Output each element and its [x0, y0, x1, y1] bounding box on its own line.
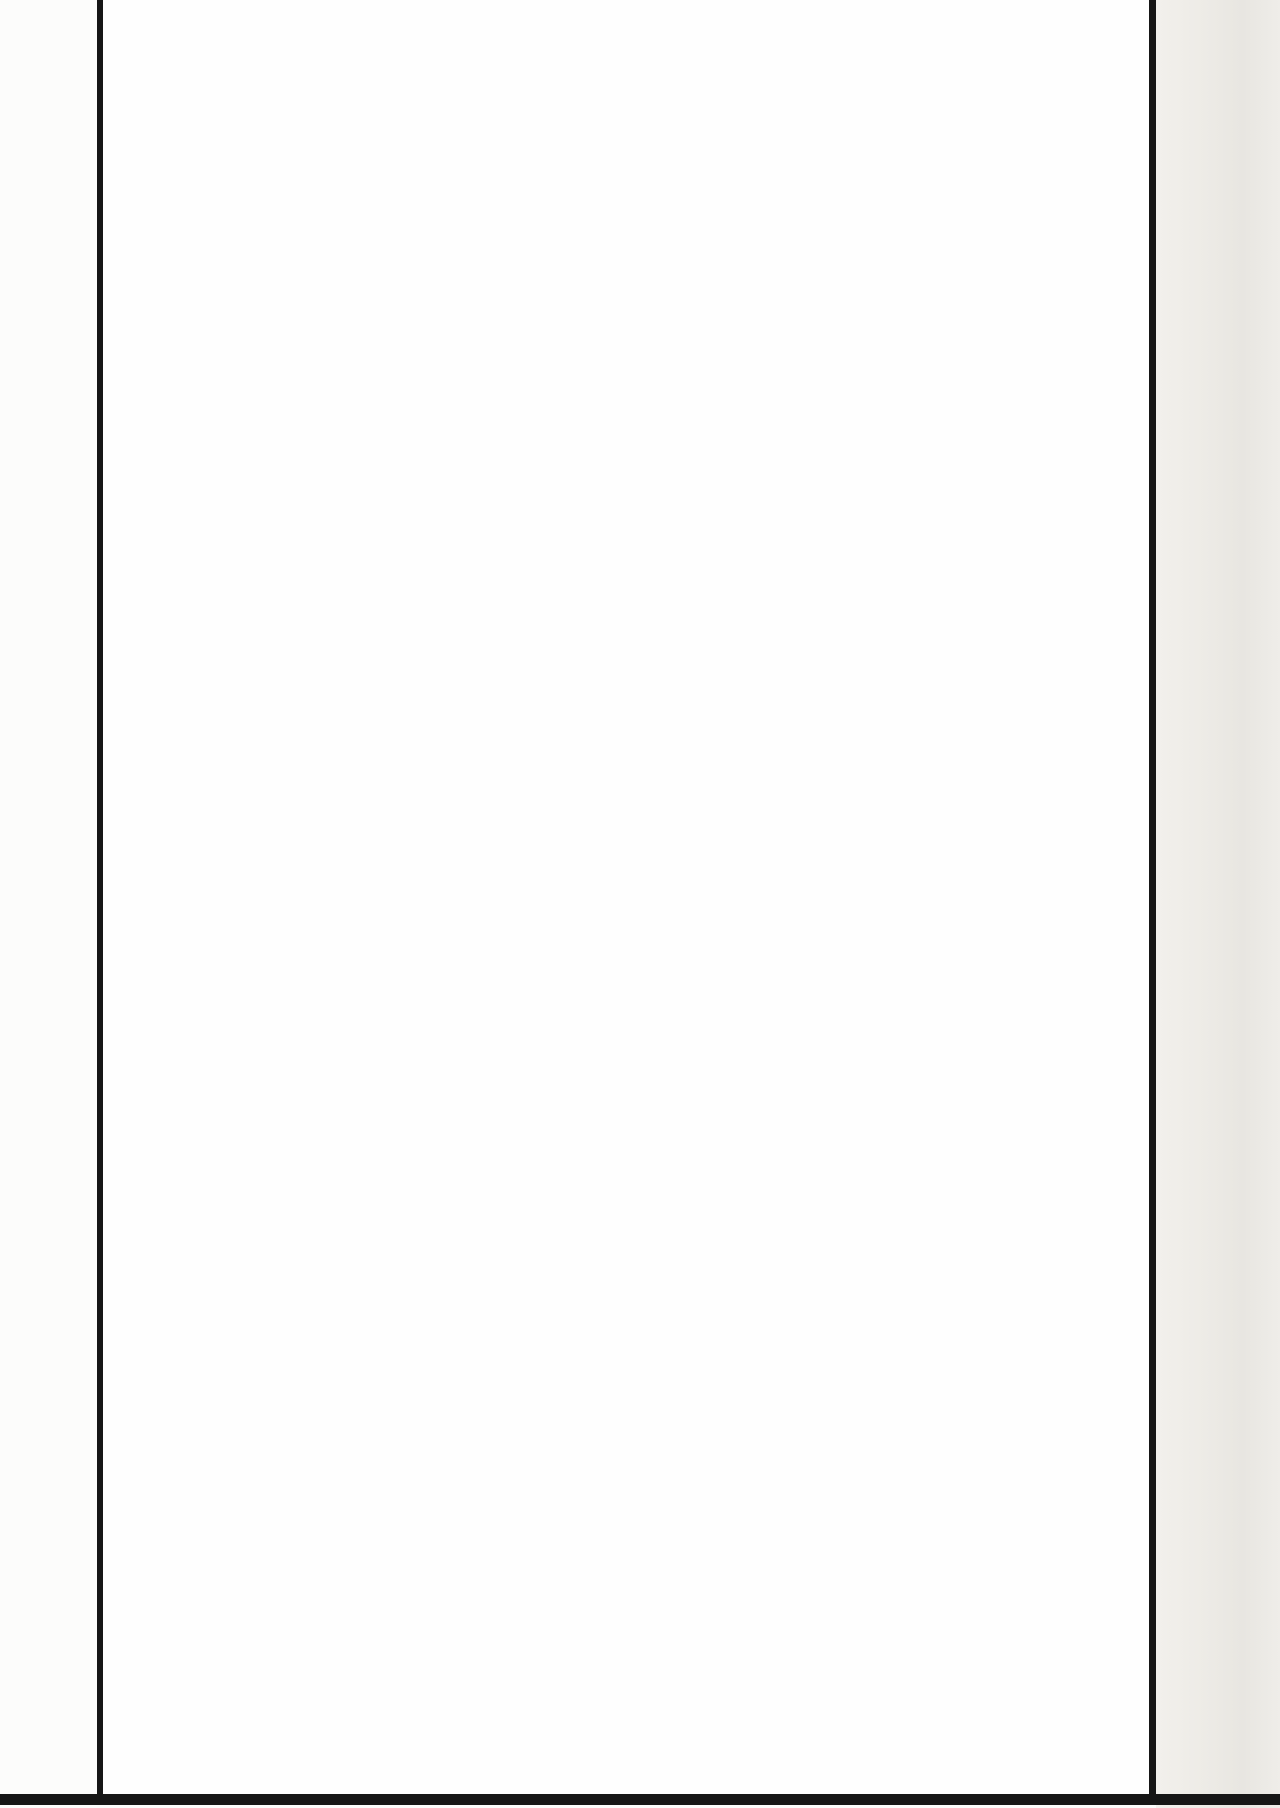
page-border-right [1149, 0, 1156, 1796]
page-border-left [97, 0, 103, 1796]
star-decoration-top-icon [103, 0, 1149, 1794]
page-border-bottom [0, 1794, 1280, 1805]
scan-left-margin [0, 0, 97, 1808]
scan-right-margin [1156, 0, 1280, 1808]
page-content [103, 0, 1149, 1794]
star-decoration-bottom-icon [103, 0, 1149, 1794]
